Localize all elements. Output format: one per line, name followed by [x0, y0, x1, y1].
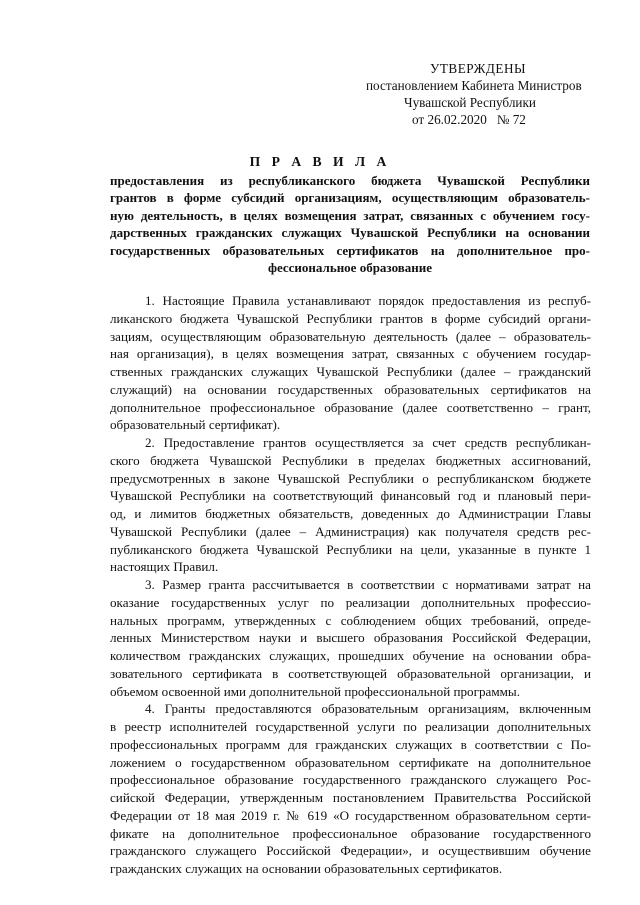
text-line: Чувашской Республики (далее – Администрация) как получателя средств рес- [110, 523, 591, 539]
document-subtitle [110, 172, 590, 276]
text-line: профессиональных программ для гражданских служащих в соответствии с По- [110, 736, 591, 752]
text-line: в реестр исполнителей государственной услуги по реализации дополнительных [110, 719, 591, 734]
text-line: предусмотренных в законе Чувашской Республики о республиканском бюджете [110, 470, 591, 486]
text-line: ликанского бюджета Чувашской Республики грантов в форме субсидий органи- [110, 310, 591, 326]
text-line: од, и лимитов бюджетных обязательств, доведенных до Администрации Главы [110, 506, 591, 521]
text-line: образовательный сертификат). [110, 417, 281, 433]
text-line: ложением о государственном образовательном сертификате на дополнительное [110, 754, 591, 770]
subtitle-line: государственных образовательных сертификатов на дополнительное про- [110, 242, 590, 258]
text-line: оказание государственных услуг по реализации дополнительных профессио- [110, 594, 591, 610]
text-line: ского бюджета Чувашской Республики в пределах бюджетных ассигнований, [110, 452, 591, 468]
approval-number: № 72 [496, 112, 526, 127]
text-line: 3. Размер гранта рассчитывается в соответствии с нормативами затрат на [145, 577, 591, 592]
text-line: сийской Федерации, утвержденным постановлением Правительства Российской [110, 790, 591, 805]
text-line: зовательного сертификата в соответствующей образовательной организации, и [110, 665, 591, 681]
approval-stamp [352, 60, 602, 128]
text-line: Чувашской Республики на соответствующий финансовый год и плановый пери- [110, 488, 591, 504]
text-line: публиканского бюджета Чувашской Республики на цели, указанные в пункте 1 [110, 541, 591, 557]
paragraph-4 [110, 700, 591, 878]
text-line: фикате на дополнительное профессиональное образование государственного [110, 825, 591, 841]
paragraph-1 [110, 292, 591, 434]
text-line: гражданского служащего Российской Федерации», и осуществившим обучение [110, 843, 591, 859]
subtitle-line: предоставления из республиканского бюджета Чувашской Республики [110, 173, 590, 188]
text-line: 4. Гранты предоставляются образовательным организациям, включенным [145, 701, 591, 717]
document-body [110, 292, 591, 878]
subtitle-line: фессиональное образование [267, 260, 433, 276]
text-line: профессиональное образование государственного гражданского служащего Рос- [110, 772, 591, 788]
approval-issuer: постановлением Кабинета Министров [366, 78, 582, 93]
approval-date: от 26.02.2020 [412, 112, 487, 127]
text-line: Федерации от 18 мая 2019 г. № 619 «О государственном образовательном серти- [110, 807, 591, 823]
text-line: гражданских служащих на основании образовательных сертификатов. [110, 861, 503, 876]
text-line: 2. Предоставление грантов осуществляется за счет средств республикан- [145, 435, 591, 450]
text-line: ственных гражданских служащих Чувашской Республики (далее – гражданский [110, 364, 591, 379]
subtitle-line: дарственных гражданских служащих Чувашской Республики на основании [110, 225, 590, 241]
text-line: служащий) на основании государственных образовательных сертификатов на [110, 381, 591, 397]
text-line: настоящих Правил. [110, 559, 219, 575]
text-line: дополнительное профессиональное образование (далее соответственно – грант, [110, 399, 591, 415]
text-line: ленных Министерством науки и высшего образования Российской Федерации, [110, 630, 591, 646]
approval-title: УТВЕРЖДЕНЫ [430, 61, 527, 76]
text-line: зациям, осуществляющим образовательную деятельность (далее – образователь- [110, 328, 591, 344]
subtitle-line: грантов в форме субсидий организациям, осуществляющим образователь- [110, 190, 590, 206]
paragraph-2 [110, 434, 591, 576]
paragraph-3 [110, 576, 591, 700]
approval-date-line [352, 111, 602, 128]
subtitle-line: ную деятельность, в целях возмещения затрат, связанных с обучением госу- [110, 207, 590, 223]
text-line: 1. Настоящие Правила устанавливают порядок предоставления из респуб- [145, 293, 591, 308]
text-line: объемом освоенной ими дополнительной профессиональной программы. [110, 683, 520, 699]
text-line: нальных программ, утвержденных с соблюдением общих требований, опреде- [110, 612, 591, 628]
approval-republic: Чувашской Республики [404, 95, 536, 110]
text-line: ная организация), в целях возмещения затрат, связанных с обучением государ- [110, 346, 591, 362]
text-line: количеством гражданских служащих, прошедших обучение на основании обра- [110, 648, 591, 663]
document-title: П Р А В И Л А [249, 154, 391, 169]
